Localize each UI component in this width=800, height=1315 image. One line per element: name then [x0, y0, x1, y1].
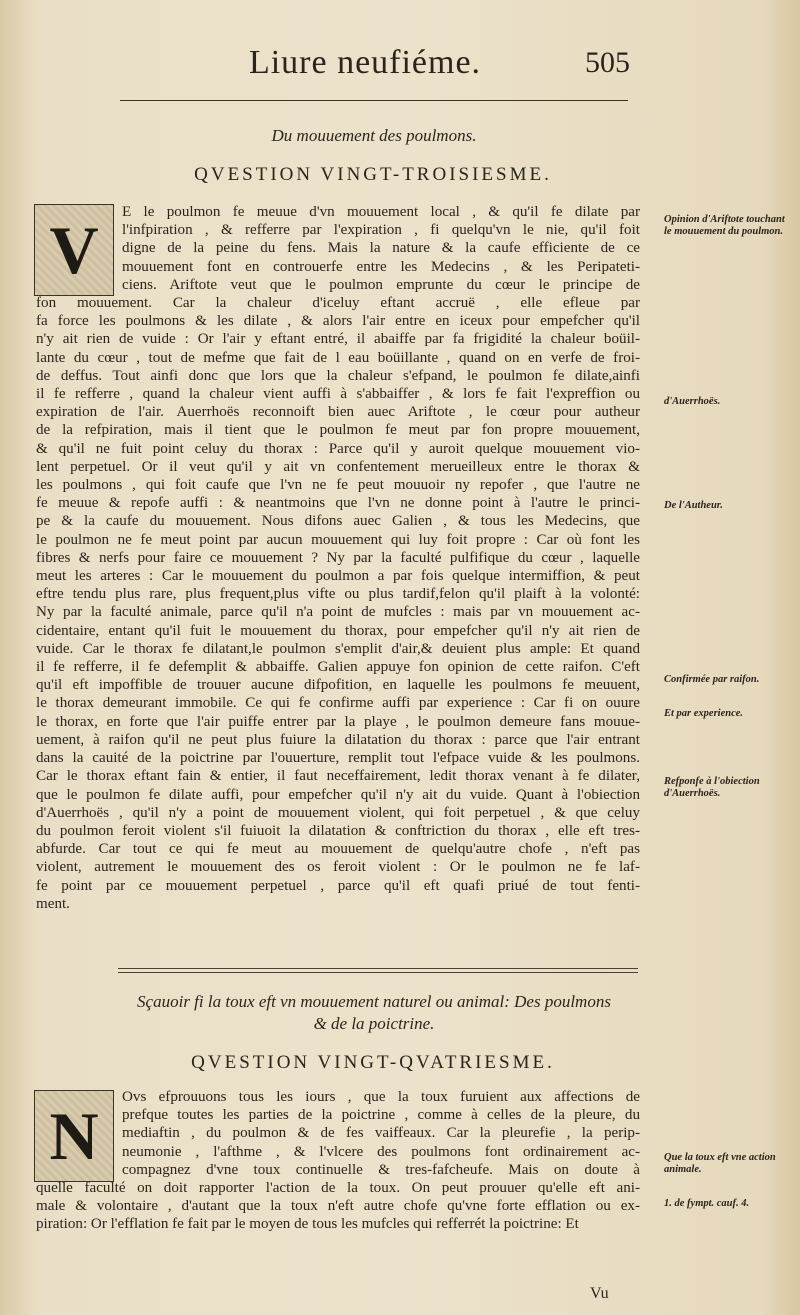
margin-note: Et par experience.: [664, 708, 744, 719]
text-line: male & volontaire , d'autant que la toux n'eft autre chofe qu'vne forte efflation ou ex-: [36, 1198, 640, 1215]
text-line: prefque toutes les parties de la poictrine , comme à celles de la pleure, du: [122, 1107, 640, 1124]
text-line: & qu'il ne fuit point celuy du thorax : Parce qu'il y auroit quelque mouuement vio-: [36, 440, 640, 457]
margin-note: Que la toux eft vne action animale.: [664, 1152, 776, 1175]
initial-letter: N: [49, 1097, 99, 1174]
text-line: digne de la peine du fens. Mais la nature & la caufe efficiente de ce: [122, 240, 640, 257]
section-title-2-line2: & de la poictrine.: [313, 1014, 435, 1033]
text-line: fibres & nerfs pour faire ce mouuement ? Ny par la faculté pulfifique du cœur , laquelle: [36, 549, 640, 566]
text-line: il fe refferre, il fe defemplit & abbaiffe. Galien appuye fon opinion de cette raifon. C'eft: [36, 659, 640, 676]
text-line: fa force les poulmons & les dilate , & alors l'air entre en iceux pour empefcher qu'il: [36, 313, 640, 330]
text-line: lent perpetuel. Or il veut qu'il y ait vn confentement merueilleux entre le thorax &: [36, 458, 640, 475]
text-line: il fe refferre , quand la chaleur vient auffi à s'abbaiffer , & lors fe fait l'expreffion ou: [36, 386, 640, 403]
section-divider: [118, 972, 638, 973]
running-head: [0, 44, 800, 94]
text-line: fe meuue & repofe auffi : & neantmoins que l'vn ne donne point à l'autre le princi-: [36, 495, 640, 512]
margin-note: d'Auerrhoës.: [664, 396, 721, 407]
text-line: mouuement font en controuerfe entre les Medecins , & les Peripateti-: [122, 258, 640, 275]
text-line: lante du cœur , tout de mefme que fait de l eau boüillante , quand on en verfe de froi-: [36, 349, 640, 366]
initial-letter: V: [49, 211, 99, 288]
body-text-1: [36, 203, 640, 913]
text-line: E le poulmon fe meuue d'vn mouuement local , & qu'il fe dilate par: [122, 204, 640, 220]
text-line: Car le thorax eftant fain & entier, il faut neceffairement, ledit thorax venant à fe dilater,: [36, 768, 640, 785]
text-line: fon mouuement. Car la chaleur d'iceluy eftant accruë , elle efleue par: [36, 295, 640, 312]
text-line: Ovs efprouuons tous les iours , que la toux furuient aux affections de: [122, 1089, 640, 1105]
text-line: pe & la caufe du mouuement. Nous difons auec Galien , & tous les Medecins, que: [36, 513, 640, 530]
text-line: ment.: [36, 895, 70, 912]
text-line: de deffus. Tout ainfi donc que lors que la chaleur s'efpand, le poulmon fe dilate,ainfi: [36, 367, 640, 384]
text-line: l'infpiration , & refferre par l'expiration , fi quelqu'vn le nie, qu'il foit: [122, 222, 640, 239]
text-line: le poulmon ne fe meut point par aucun mouuement qui luy foit propre : Car où font les: [36, 531, 640, 548]
text-line: Ny par la faculté animale, parce qu'il n'a point de mufcles : mais par vn mouuement ac-: [36, 604, 640, 621]
text-line: les poulmons , qui foit caufe que l'vn ne fe peut mouuoir ny repofer , que l'autre ne: [36, 477, 640, 494]
text-line: eftre tendu plus rare, plus frequent,plus vifte ou plus tardif,felon qu'il plaift à la volonté:: [36, 586, 640, 603]
text-line: meut les arteres : Car le mouuement du poulmon a par fois quelque intermiffion, & peut: [36, 568, 640, 585]
text-line: abfurde. Car tout ce qui fe meut au mouuement de quelqu'autre chofe , n'eft pas: [36, 841, 640, 858]
text-line: le thorax demeurant immobile. Ce qui fe confirme auffi par experience : Car fi on ouure: [36, 695, 640, 712]
text-line: mediaftin , du poulmon & de fes vaiffeaux. Car la pleurefie , la perip-: [122, 1125, 640, 1142]
text-line: expiration de l'air. Auerrhoës reconnoift bien auec Ariftote , le cœur pour autheur: [36, 404, 640, 421]
text-line: uement, à raifon qu'il ne peut plus fuiure la dilatation du thorax : parce que l'air entrant: [36, 731, 640, 748]
page-number: 505: [585, 46, 630, 79]
text-line: que le poulmon fe dilate auffi, pour empefcher qu'il n'y ait du vuide. Quant à l'obiection: [36, 786, 640, 803]
text-line: le thorax, en forte que l'air puiffe entrer par la playe , le poulmon demeure fans mouue-: [36, 713, 640, 730]
question-heading-24: QVESTION VINGT-QVATRIESME.: [191, 1052, 555, 1073]
catchword: Vu: [590, 1285, 609, 1302]
text-line: violent, autrement le mouuement des os feroit violent : Or le poulmon ne fe laf-: [36, 859, 640, 876]
text-line: cidentaire, entant qu'il fuit le mouuement du thorax, pour empefcher qu'il n'y ait rien de: [36, 622, 640, 639]
section-title-1: Du mouuement des poulmons.: [271, 126, 477, 145]
section-title-2-line1: Sçauoir fi la toux eft vn mouuement naturel ou animal: Des poulmons: [137, 992, 611, 1011]
section-divider: [118, 968, 638, 969]
text-line: piration: Or l'efflation fe fait par le moyen de tous les mufcles qui refferrét la poictrine: Et: [36, 1216, 579, 1233]
text-line: qu'il eft impoffible de trouuer aucune difpofition, en laquelle les poulmons fe meuuent,: [36, 677, 640, 694]
text-line: compagnez d'vne toux continuelle & tres-fafcheufe. Mais on doute à: [122, 1161, 640, 1178]
text-line: n'y ait rien de vuide : Or l'air y eftant entré, il abaiffe par fa frigidité la chaleur boüil-: [36, 331, 640, 348]
margin-note: 1. de fympt. cauf. 4.: [664, 1198, 750, 1209]
margin-note: Refponfe à l'obiection d'Auerrhoës.: [664, 776, 760, 799]
running-head-title: Liure neufiéme.: [248, 44, 482, 81]
margin-note: De l'Autheur.: [664, 500, 723, 511]
text-line: quelle faculté on doit rapporter l'action de la toux. On peut prouuer qu'elle eft ani-: [36, 1180, 640, 1197]
text-line: ciens. Ariftote veut que le poulmon emprunte du cœur le principe de: [122, 276, 640, 293]
margin-note: Confirmée par raifon.: [664, 674, 760, 685]
text-line: de la refpiration, mais il tient que le poulmon fe meut par fon propre mouuement,: [36, 422, 640, 439]
text-line: du poulmon feroit violent s'il fuiuoit la dilatation & conftriction du thorax , elle eft tres-: [36, 822, 640, 839]
margin-note: Opinion d'Ariftote touchant le mouuement du poulmon.: [664, 214, 785, 237]
text-line: fe point par ce mouuement perpetuel , parce qu'il eft quafi priué de tout fenti-: [36, 877, 640, 894]
body-text-2: [36, 1088, 640, 1234]
text-line: d'Auerrhoës , qu'il n'y a point de mouuement violent, qui foit perpetuel , & que celuy: [36, 804, 640, 821]
question-heading-23: QVESTION VINGT-TROISIESME.: [194, 164, 552, 185]
text-line: dans la cauité de la poictrine par l'ouuerture, remplit tout l'efpace vuide & les poulmons.: [36, 750, 640, 767]
text-line: neumonie , l'afthme , & l'vlcere des poulmons font ordinairement ac-: [122, 1143, 640, 1160]
head-rule: [120, 100, 628, 101]
text-line: vuide. Car le thorax fe dilatant,le poulmon s'emplit d'air,& deuient plus ample: Et quand: [36, 640, 640, 657]
